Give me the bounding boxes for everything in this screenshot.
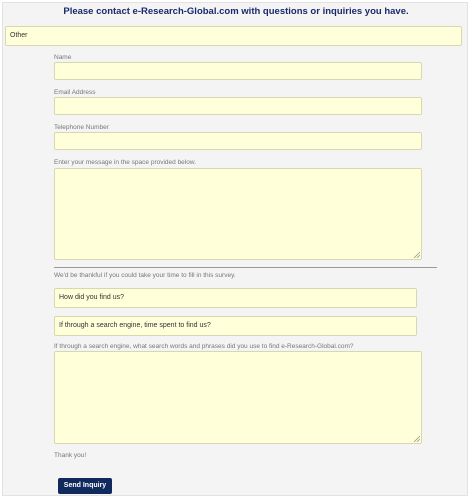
resize-grip-icon[interactable] (414, 252, 420, 258)
thank-you-text: Thank you! (54, 452, 87, 459)
email-field[interactable] (54, 97, 422, 115)
resize-grip-icon[interactable] (414, 436, 420, 442)
keywords-textarea[interactable] (54, 351, 422, 444)
search-time-select[interactable]: If through a search engine, time spent to find us? (54, 316, 417, 336)
email-label: Email Address (54, 89, 96, 96)
phone-field[interactable] (54, 132, 422, 150)
keywords-label: If through a search engine, what search words and phrases did you use to find e-Research-Global.com? (54, 343, 354, 350)
survey-intro: We'd be thankful if you could take your time to fill in this survey. (54, 272, 236, 279)
send-inquiry-button[interactable]: Send Inquiry (58, 478, 112, 494)
phone-label: Telephone Number (54, 124, 109, 131)
message-label: Enter your message in the space provided below. (54, 159, 197, 166)
find-us-select[interactable]: How did you find us? (54, 288, 417, 308)
name-field[interactable] (54, 62, 422, 80)
name-label: Name (54, 54, 72, 61)
section-divider (54, 267, 437, 268)
topic-select[interactable]: Other (5, 26, 462, 46)
message-textarea[interactable] (54, 168, 422, 260)
page-title: Please contact e-Research-Global.com with questions or inquiries you have. (63, 6, 409, 17)
